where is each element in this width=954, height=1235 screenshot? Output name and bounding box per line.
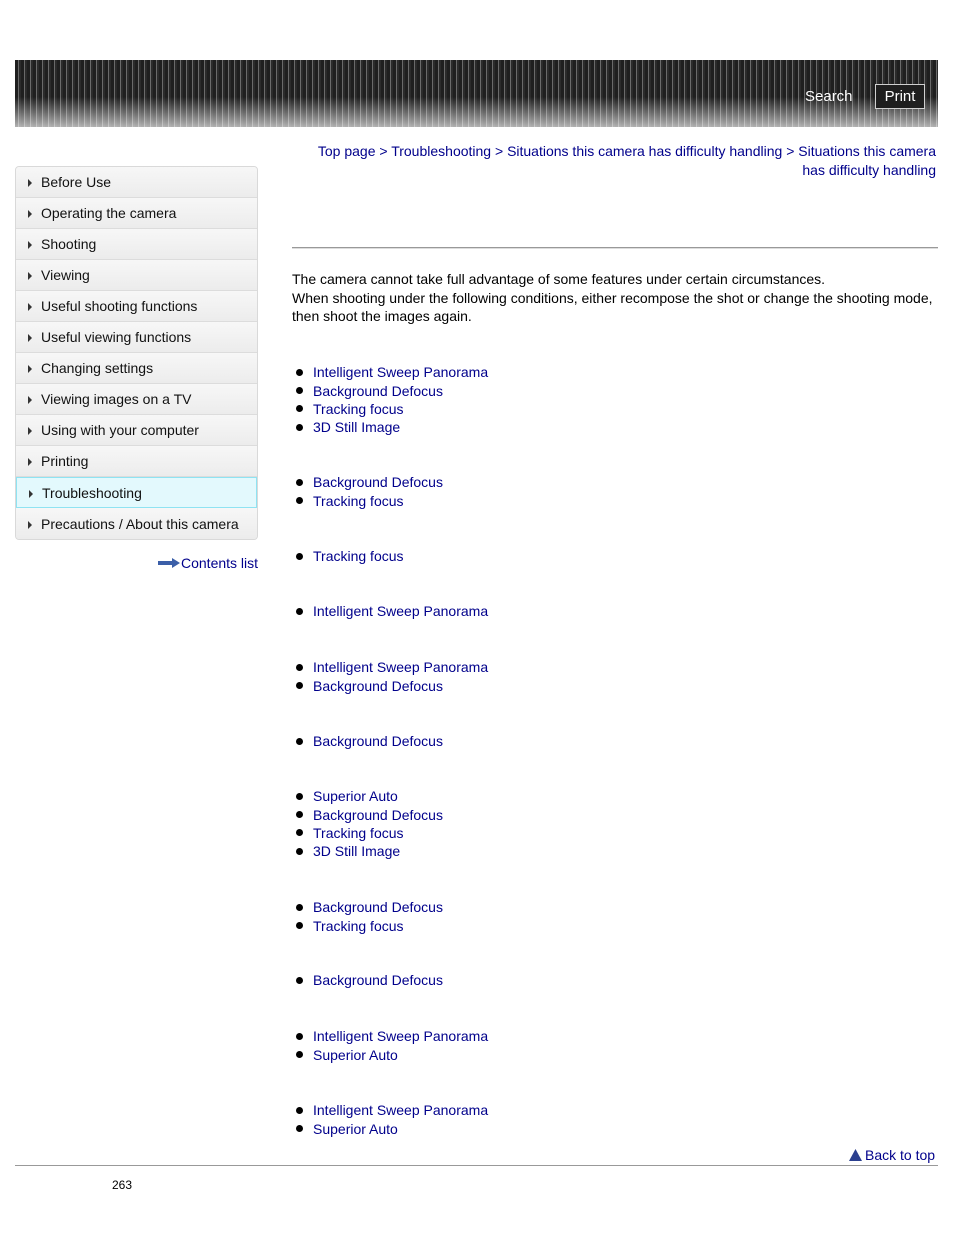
breadcrumb-separator: > xyxy=(494,143,504,159)
list-item xyxy=(296,1027,488,1045)
list-item xyxy=(296,400,488,418)
bullet-icon xyxy=(296,479,303,486)
triangle-right-icon xyxy=(28,241,32,249)
situation-group xyxy=(296,1027,488,1064)
situation-group xyxy=(296,547,404,565)
feature-link[interactable]: Background Defocus xyxy=(313,972,443,989)
feature-link[interactable]: Superior Auto xyxy=(313,788,398,805)
list-item xyxy=(296,1119,488,1137)
breadcrumb-separator: > xyxy=(379,143,388,159)
feature-link[interactable]: Superior Auto xyxy=(313,1120,398,1137)
list-item xyxy=(296,732,443,750)
bullet-icon xyxy=(296,829,303,836)
bullet-icon xyxy=(296,387,303,394)
list-item xyxy=(296,898,443,916)
bullet-icon xyxy=(296,497,303,504)
situation-group xyxy=(296,363,488,437)
list-item xyxy=(296,971,443,989)
intro-line-1: The camera cannot take full advantage of some features under certain circumstances. xyxy=(292,271,826,287)
list-item xyxy=(296,824,443,842)
bullet-icon xyxy=(296,793,303,800)
feature-link[interactable]: Background Defocus xyxy=(313,806,443,823)
sidebar-item-label: Viewing images on a TV xyxy=(41,391,192,407)
feature-link[interactable]: Background Defocus xyxy=(313,899,443,916)
feature-link[interactable]: Background Defocus xyxy=(313,382,443,399)
print-button[interactable]: Print xyxy=(875,84,925,109)
bullet-icon xyxy=(296,922,303,929)
bullet-icon xyxy=(296,608,303,615)
bullet-icon xyxy=(296,664,303,671)
situation-group xyxy=(296,658,488,695)
sidebar-item-troubleshooting[interactable] xyxy=(16,477,257,508)
bullet-icon xyxy=(296,682,303,689)
back-to-top-link[interactable] xyxy=(849,1147,935,1163)
sidebar-item-useful-shooting-functions[interactable] xyxy=(16,291,257,322)
bullet-icon xyxy=(296,738,303,745)
page-number: 263 xyxy=(112,1178,133,1192)
situation-group xyxy=(296,898,443,935)
triangle-right-icon xyxy=(28,427,32,435)
bullet-icon xyxy=(296,424,303,431)
title-divider xyxy=(292,247,938,249)
triangle-right-icon xyxy=(28,521,32,529)
sidebar-item-label: Useful viewing functions xyxy=(41,329,192,345)
bullet-icon xyxy=(296,904,303,911)
bullet-icon xyxy=(296,369,303,376)
feature-link[interactable]: Superior Auto xyxy=(313,1046,398,1063)
situation-group xyxy=(296,787,443,861)
sidebar-item-label: Troubleshooting xyxy=(42,484,142,501)
bullet-icon xyxy=(296,553,303,560)
feature-link[interactable]: Tracking focus xyxy=(313,548,404,565)
list-item xyxy=(296,491,443,509)
breadcrumb-link[interactable]: Top page xyxy=(317,143,376,159)
feature-link[interactable]: Intelligent Sweep Panorama xyxy=(313,364,489,381)
feature-link[interactable]: Tracking focus xyxy=(313,400,404,417)
contents-list-link[interactable] xyxy=(158,555,258,571)
list-item xyxy=(296,842,443,860)
triangle-right-icon xyxy=(28,458,32,466)
breadcrumb-link[interactable]: Troubleshooting xyxy=(391,143,492,159)
breadcrumb-link[interactable]: Situations this camera has difficulty handling xyxy=(507,143,783,159)
triangle-right-icon xyxy=(28,179,32,187)
list-item xyxy=(296,1045,488,1063)
triangle-right-icon xyxy=(28,334,32,342)
triangle-right-icon xyxy=(28,303,32,311)
list-item xyxy=(296,363,488,381)
feature-link[interactable]: Background Defocus xyxy=(313,733,443,750)
situation-group xyxy=(296,1101,488,1138)
list-item xyxy=(296,676,488,694)
feature-link[interactable]: 3D Still Image xyxy=(313,419,401,436)
sidebar-item-label: Printing xyxy=(41,453,89,469)
feature-link[interactable]: Tracking focus xyxy=(313,824,404,841)
sidebar-item-shooting[interactable] xyxy=(16,229,257,260)
list-item xyxy=(296,916,443,934)
list-item xyxy=(296,381,488,399)
situation-group xyxy=(296,473,443,510)
sidebar-item-label: Shooting xyxy=(41,236,97,252)
sidebar-item-useful-viewing-functions[interactable] xyxy=(16,322,257,353)
list-item xyxy=(296,602,488,620)
bullet-icon xyxy=(296,1033,303,1040)
sidebar-item-label: Changing settings xyxy=(41,360,154,376)
list-item xyxy=(296,1101,488,1119)
situation-group xyxy=(296,732,443,750)
bullet-icon xyxy=(296,811,303,818)
sidebar-nav xyxy=(15,166,258,540)
sidebar-item-label: Using with your computer xyxy=(41,422,199,438)
feature-link[interactable]: Background Defocus xyxy=(313,677,443,694)
sidebar-item-before-use[interactable] xyxy=(16,167,257,198)
header-bar xyxy=(15,60,938,127)
triangle-right-icon xyxy=(28,272,32,280)
search-link[interactable]: Search xyxy=(805,88,853,105)
sidebar-item-label: Viewing xyxy=(41,267,90,283)
sidebar-item-printing[interactable] xyxy=(16,446,257,477)
intro-text xyxy=(292,270,938,326)
back-to-top-label: Back to top xyxy=(865,1147,936,1163)
list-item xyxy=(296,473,443,491)
sidebar-item-changing-settings[interactable] xyxy=(16,353,257,384)
arrow-right-icon xyxy=(158,557,180,569)
list-item xyxy=(296,418,488,436)
breadcrumb xyxy=(292,142,936,180)
sidebar-item-viewing[interactable] xyxy=(16,260,257,291)
sidebar-item-viewing-images-on-a-tv[interactable] xyxy=(16,384,257,415)
feature-link[interactable]: Background Defocus xyxy=(313,474,443,491)
footer-divider xyxy=(15,1165,938,1166)
sidebar-item-label: Useful shooting functions xyxy=(41,298,198,314)
feature-link[interactable]: Intelligent Sweep Panorama xyxy=(313,603,489,620)
feature-link[interactable]: Tracking focus xyxy=(313,492,404,509)
triangle-right-icon xyxy=(29,490,33,498)
bullet-icon xyxy=(296,405,303,412)
sidebar-item-operating-the-camera[interactable] xyxy=(16,198,257,229)
sidebar-item-precautions-about-this-camera[interactable] xyxy=(16,508,257,539)
situation-group xyxy=(296,971,443,989)
bullet-icon xyxy=(296,977,303,984)
triangle-up-icon xyxy=(849,1149,862,1161)
bullet-icon xyxy=(296,848,303,855)
sidebar-item-label: Precautions / About this camera xyxy=(41,515,239,532)
bullet-icon xyxy=(296,1107,303,1114)
contents-list-label: Contents list xyxy=(181,555,259,571)
list-item xyxy=(296,787,443,805)
sidebar-item-label: Operating the camera xyxy=(41,205,177,221)
feature-link[interactable]: Intelligent Sweep Panorama xyxy=(313,659,489,676)
feature-link[interactable]: 3D Still Image xyxy=(313,843,401,860)
triangle-right-icon xyxy=(28,365,32,373)
intro-line-2: When shooting under the following conditions, either recompose the shot or change the shooting mode, then shoot the images again. xyxy=(292,289,933,324)
sidebar-item-using-with-your-computer[interactable] xyxy=(16,415,257,446)
breadcrumb-separator: > xyxy=(786,143,795,159)
list-item xyxy=(296,805,443,823)
situation-group xyxy=(296,602,488,620)
feature-link[interactable]: Intelligent Sweep Panorama xyxy=(313,1028,489,1045)
feature-link[interactable]: Intelligent Sweep Panorama xyxy=(313,1102,489,1119)
sidebar-item-label: Before Use xyxy=(41,174,112,190)
bullet-icon xyxy=(296,1051,303,1058)
list-item xyxy=(296,658,488,676)
list-item xyxy=(296,547,404,565)
bullet-icon xyxy=(296,1125,303,1132)
triangle-right-icon xyxy=(28,396,32,404)
feature-link[interactable]: Tracking focus xyxy=(313,917,404,934)
triangle-right-icon xyxy=(28,210,32,218)
breadcrumb-link[interactable]: Situations this camera has difficulty handling xyxy=(798,143,936,178)
